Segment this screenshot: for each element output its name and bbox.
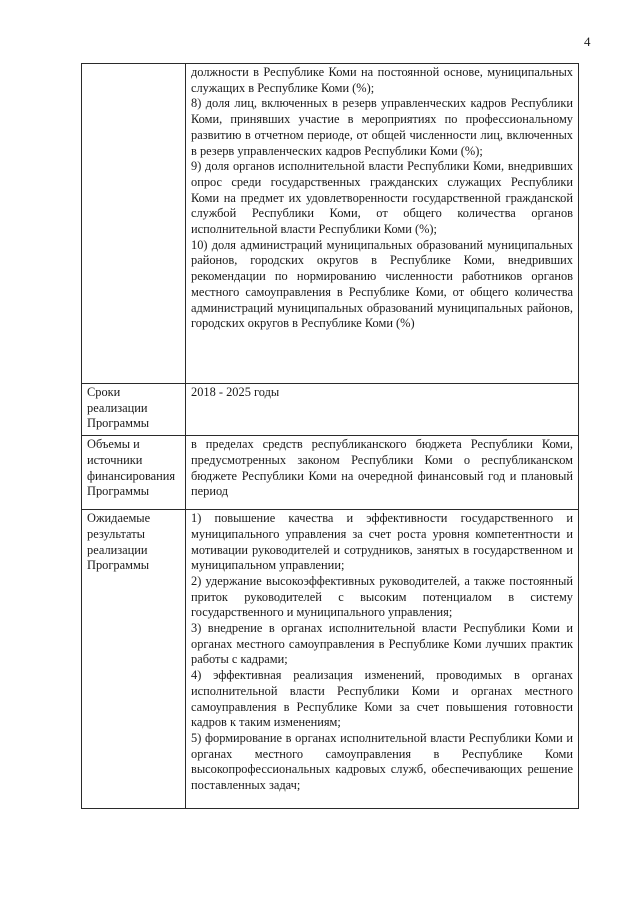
content-paragraph: 8) доля лиц, включенных в резерв управленческих кадров Республики Коми, принявших участие в мероприятиях по профессиональному развитию в отчетном периоде, от общей численности лиц, включенных в резерв управленческих кадров Республики Коми (%); <box>191 96 573 158</box>
page-number: 4 <box>584 34 591 49</box>
content-paragraph: 9) доля органов исполнительной власти Республики Коми, внедривших опрос среди государственных гражданских служащих Республики Коми на предмет их удовлетворенности государственной гражданской службой Республики Коми, от общего количества органов исполнительной власти Республики Коми (%); <box>191 159 573 237</box>
row-label: Объемы и источники финансирования Программы <box>82 436 186 510</box>
table-row <box>82 510 579 809</box>
content-paragraph: 3) внедрение в органах исполнительной власти Республики Коми и органах местного самоуправления в Республике Коми лучших практик работы с кадрами; <box>191 621 573 667</box>
content-paragraph: 2018 - 2025 годы <box>191 385 280 399</box>
content-paragraph: 1) повышение качества и эффективности государственного и муниципального управления за счет роста уровня компетентности и мотивации руководителей и сотрудников, занятых в государственном и муниципальном управлении; <box>191 511 573 573</box>
program-passport-table <box>81 63 579 809</box>
row-content <box>186 510 579 809</box>
row-label: Сроки реализации Программы <box>82 384 186 436</box>
row-content <box>186 64 579 384</box>
table-row <box>82 384 579 436</box>
content-paragraph: 5) формирование в органах исполнительной власти Республики Коми и органах местного самоуправления в Республике Коми высокопрофессиональных кадровых служб, обеспечивающих решение поставленных задач; <box>191 730 573 793</box>
content-paragraph: должности в Республике Коми на постоянной основе, муниципальных служащих в Республике Коми (%); <box>191 65 573 95</box>
row-label: Ожидаемые результаты реализации Программы <box>82 510 186 809</box>
row-label <box>82 64 186 384</box>
content-paragraph: 2) удержание высокоэффективных руководителей, а также постоянный приток руководителей с высоким потенциалом в систему государственного и муниципального управления; <box>191 573 573 620</box>
row-content <box>186 436 579 510</box>
content-paragraph: 10) доля администраций муниципальных образований муниципальных районов, городских округов в Республике Коми, внедривших рекомендации по нормированию численности работников органов местного самоуправления в Республике Коми, от общего количества администраций муниципальных образований муниципальных районов, городских округов в Республике Коми (%) <box>191 237 573 331</box>
content-paragraph: 4) эффективная реализация изменений, проводимых в органах исполнительной власти Республики Коми и органах местного самоуправления в Республике Коми за счет повышения готовности кадров к таким изменениям; <box>191 668 573 730</box>
table-row <box>82 64 579 384</box>
row-content <box>186 384 579 436</box>
content-paragraph: в пределах средств республиканского бюджета Республики Коми, предусмотренных законом Республики Коми о республиканском бюджете Республики Коми на очередной финансовый год и плановый период <box>191 437 573 499</box>
table-row <box>82 436 579 510</box>
